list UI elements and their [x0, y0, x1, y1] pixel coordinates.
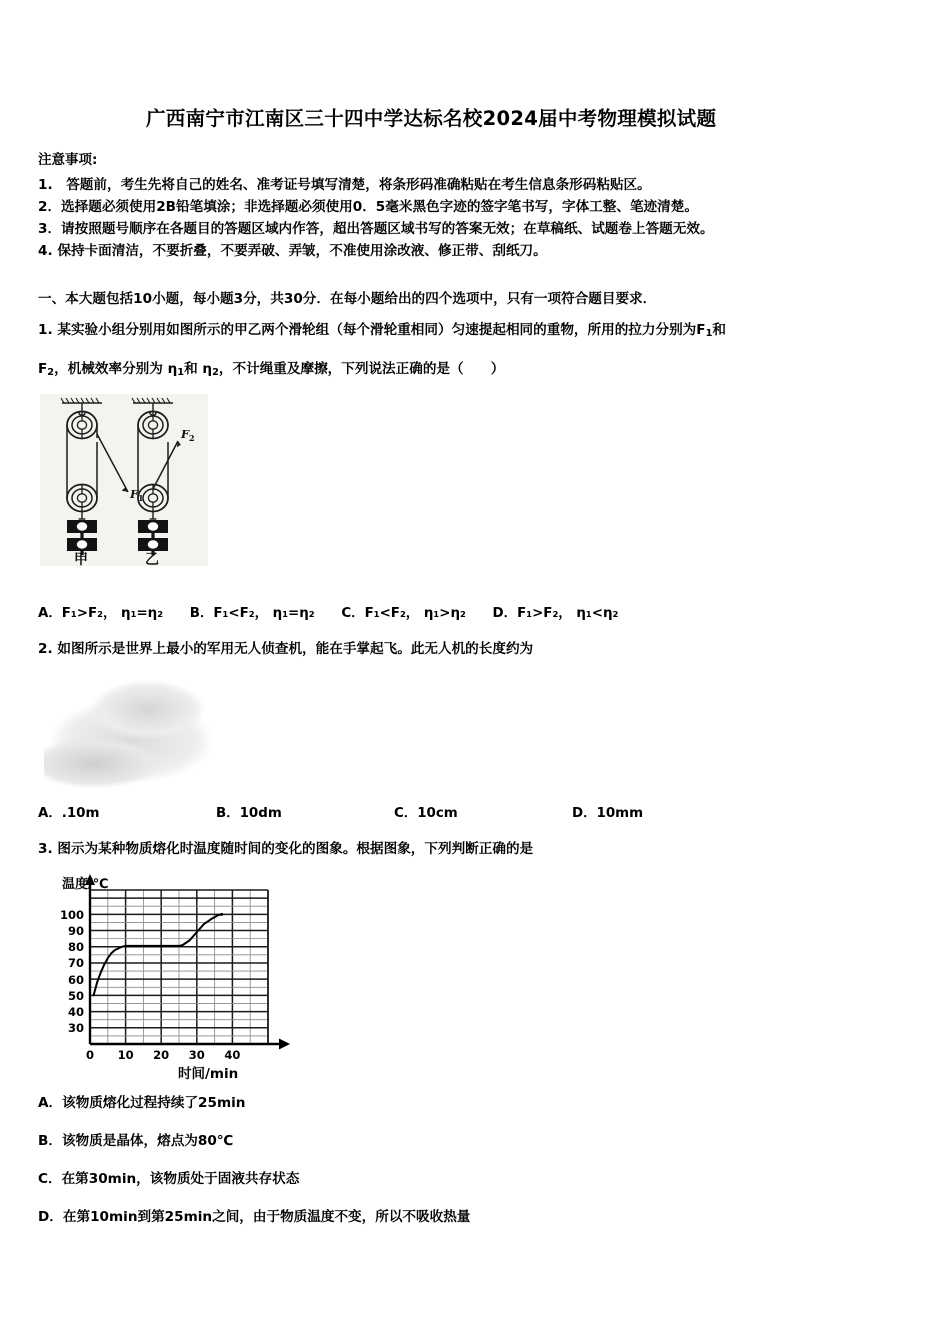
pulley-diagram-svg [40, 394, 208, 566]
chart-x-tick-30: 30 [188, 1048, 205, 1063]
chart-y-axis-label: 温度/℃ [62, 877, 109, 893]
question-1-stem-line2 [38, 359, 918, 380]
weight-blocks-left [67, 520, 97, 555]
notice-item-3: 3．请按照题号顺序在各题目的答题区域内作答，超出答题区域书写的答案无效；在草稿纸、试题卷上答题无效。 [38, 221, 714, 238]
melting-curve-chart [40, 872, 292, 1090]
question-2-option-c[interactable]: C．10cm [394, 806, 458, 822]
question-1-stem-part-a: 某实验小组分别用如图所示的甲乙两个滑轮组（每个滑轮重相同）匀速提起相同的重物，所用的拉力分别为F [57, 321, 706, 338]
force-label-f1: F [130, 487, 139, 502]
question-1-number: 1. [38, 321, 53, 338]
chart-y-tick-50: 50 [67, 988, 84, 1003]
notice-heading: 注意事项: [38, 152, 98, 169]
chart-x-tick-20: 20 [153, 1048, 170, 1063]
pulley-systems-figure [40, 394, 208, 566]
chart-y-tick-80: 80 [67, 940, 84, 955]
chart-x-tick-40: 40 [224, 1048, 241, 1063]
chart-x-tick-0: 0 [85, 1048, 94, 1063]
question-1-stem-part-b: 和 [712, 321, 726, 338]
question-2-option-b[interactable]: B．10dm [216, 806, 282, 822]
photo-backdrop [44, 676, 212, 788]
question-2-option-a[interactable]: A．.10m [38, 806, 100, 822]
question-3-option-a[interactable]: A．该物质熔化过程持续了25min [38, 1095, 246, 1112]
notice-item-2: 2．选择题必须使用2B铅笔填涂；非选择题必须使用0．5毫米黑色字迹的签字笔书写，字体工整、笔迹清楚。 [38, 199, 698, 216]
page-content [38, 0, 918, 1248]
question-1 [38, 320, 918, 622]
question-1-sub-f2: 2 [47, 367, 55, 379]
notice-item-1: 1. 答题前，考生先将自己的姓名、准考证号填写清楚，将条形码准确粘贴在考生信息条形码粘贴区。 [38, 177, 651, 194]
hand-drone-photo [44, 676, 212, 788]
question-3-number: 3. [38, 841, 53, 858]
force-label-f2-sub: 2 [189, 433, 195, 444]
chart-x-axis-label: 时间/min [178, 1066, 239, 1083]
question-1-f2: F [38, 360, 48, 377]
pulley-label-left: 甲 [74, 552, 88, 567]
question-2-number: 2. [38, 641, 53, 658]
question-3 [38, 839, 918, 1225]
question-1-option-b[interactable]: B．F₁<F₂， η₁=η₂ [189, 606, 315, 622]
question-1-stem [38, 320, 918, 341]
question-1-sub-f1: 1 [705, 327, 713, 339]
question-3-option-b[interactable]: B．该物质是晶体，熔点为80℃ [38, 1133, 234, 1150]
chart-y-tick-60: 60 [67, 972, 84, 987]
pulley-system-left [61, 398, 128, 519]
question-1-stem-part-e: ，不计绳重及摩擦，下列说法正确的是（ ） [218, 360, 505, 377]
question-1-options [38, 602, 918, 621]
question-3-stem [38, 839, 918, 860]
notice-item-4: 4. 保持卡面清洁，不要折叠，不要弄破、弄皱，不准使用涂改液、修正带、刮纸刀。 [38, 243, 547, 260]
page-title: 广西南宁市江南区三十四中学达标名校2024届中考物理模拟试题 [146, 107, 717, 130]
chart-y-tick-40: 40 [67, 1005, 84, 1019]
question-1-option-d[interactable]: D．F₁>F₂， η₁<η₂ [492, 606, 619, 622]
question-1-option-c[interactable]: C．F₁<F₂， η₁>η₂ [341, 606, 466, 622]
chart-y-tick-90: 90 [67, 923, 84, 938]
question-2-stem-text: 如图所示是世界上最小的军用无人侦查机，能在手掌起飞。此无人机的长度约为 [57, 641, 534, 658]
force-label-f1-sub: 1 [138, 493, 144, 504]
question-3-options [38, 1096, 918, 1225]
question-1-stem-part-c: ，机械效率分别为 η [54, 360, 178, 377]
question-1-option-a[interactable]: A．F₁>F₂， η₁=η₂ [38, 606, 164, 622]
pulley-label-right: 乙 [145, 552, 159, 567]
chart-y-tick-70: 70 [67, 956, 84, 971]
chart-y-tick-30: 30 [67, 1021, 84, 1036]
question-3-option-d[interactable]: D．在第10min到第25min之间，由于物质温度不变，所以不吸收热量 [38, 1209, 471, 1226]
chart-y-tick-100: 100 [59, 907, 84, 922]
question-1-stem-part-d: 和 η [184, 360, 213, 377]
chart-x-tick-10: 10 [117, 1048, 134, 1063]
question-3-option-c[interactable]: C．在第30min，该物质处于固液共存状态 [38, 1171, 300, 1188]
weight-blocks-right [138, 520, 168, 555]
question-2-options [38, 802, 918, 821]
notice-section [38, 153, 918, 262]
question-1-sub-eta1: 1 [177, 367, 185, 379]
question-1-sub-eta2: 2 [212, 367, 219, 379]
section-heading: 一、本大题包括10小题，每小题3分，共30分．在每小题给出的四个选项中，只有一项符合题目要求． [38, 291, 657, 308]
force-label-f2: F [181, 427, 190, 442]
question-3-stem-text: 图示为某种物质熔化时温度随时间的变化的图象。根据图象，下列判断正确的是 [57, 841, 534, 858]
question-2 [38, 639, 918, 821]
question-2-option-d[interactable]: D．10mm [572, 806, 644, 822]
question-2-stem [38, 639, 918, 660]
